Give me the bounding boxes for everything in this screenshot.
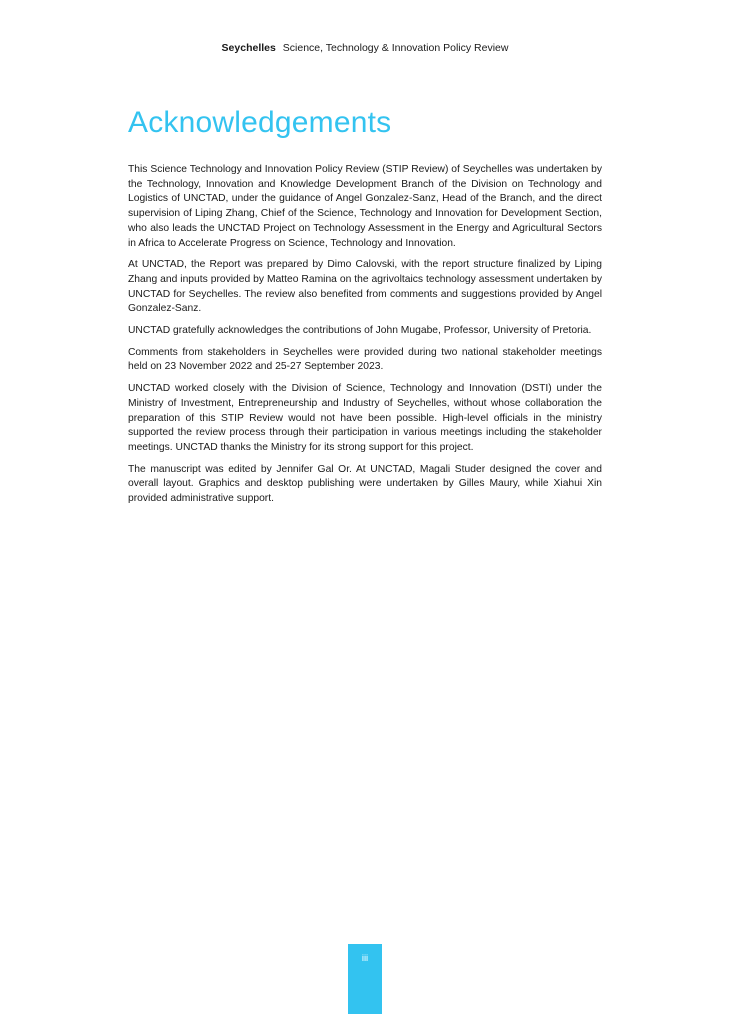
running-header bbox=[0, 41, 730, 55]
paragraph: At UNCTAD, the Report was prepared by Dimo Calovski, with the report structure finalized by Liping Zhang and inputs provided by Matteo Ramina on the agrivoltaics technology assessment undertaken by UNCTAD for Seychelles. The review also benefited from comments and suggestions provided by Angel Gonzalez-Sanz. bbox=[128, 259, 602, 315]
header-country: Seychelles bbox=[221, 42, 276, 54]
page-number-tab bbox=[348, 944, 382, 1014]
page-title: Acknowledgements bbox=[128, 106, 392, 139]
paragraph: UNCTAD worked closely with the Division of Science, Technology and Innovation (DSTI) under the Ministry of Investment, Entrepreneurship and Industry of Seychelles, without whose collaboration the preparation of this STIP Review would not have been possible. High-level officials in the ministry supported the review process through their participation in various meetings including the stakeholder meetings. UNCTAD thanks the Ministry for its strong support for this project. bbox=[128, 383, 602, 453]
paragraph: The manuscript was edited by Jennifer Gal Or. At UNCTAD, Magali Studer designed the cover and overall layout. Graphics and desktop publishing were undertaken by Gilles Maury, while Xiahui Xin provided administrative support. bbox=[128, 463, 602, 505]
paragraph: Comments from stakeholders in Seychelles were provided during two national stakeholder meetings held on 23 November 2022 and 25-27 September 2023. bbox=[128, 346, 602, 373]
page-number: iii bbox=[361, 953, 369, 964]
header-subtitle: Science, Technology & Innovation Policy Review bbox=[282, 42, 509, 54]
paragraph: UNCTAD gratefully acknowledges the contributions of John Mugabe, Professor, University of Pretoria. bbox=[128, 325, 592, 337]
body-text bbox=[128, 163, 602, 514]
paragraph: This Science Technology and Innovation Policy Review (STIP Review) of Seychelles was undertaken by the Technology, Innovation and Knowledge Development Branch of the Division on Technology and Logistics of UNCTAD, under the guidance of Angel Gonzalez-Sanz, Head of the Branch, and the direct supervision of Liping Zhang, Chief of the Science, Technology and Innovation for Development Section, who also leads the UNCTAD Project on Technology Assessment in the Energy and Agricultural Sectors in Africa to Accelerate Progress on Science, Technology and Innovation. bbox=[128, 164, 602, 249]
